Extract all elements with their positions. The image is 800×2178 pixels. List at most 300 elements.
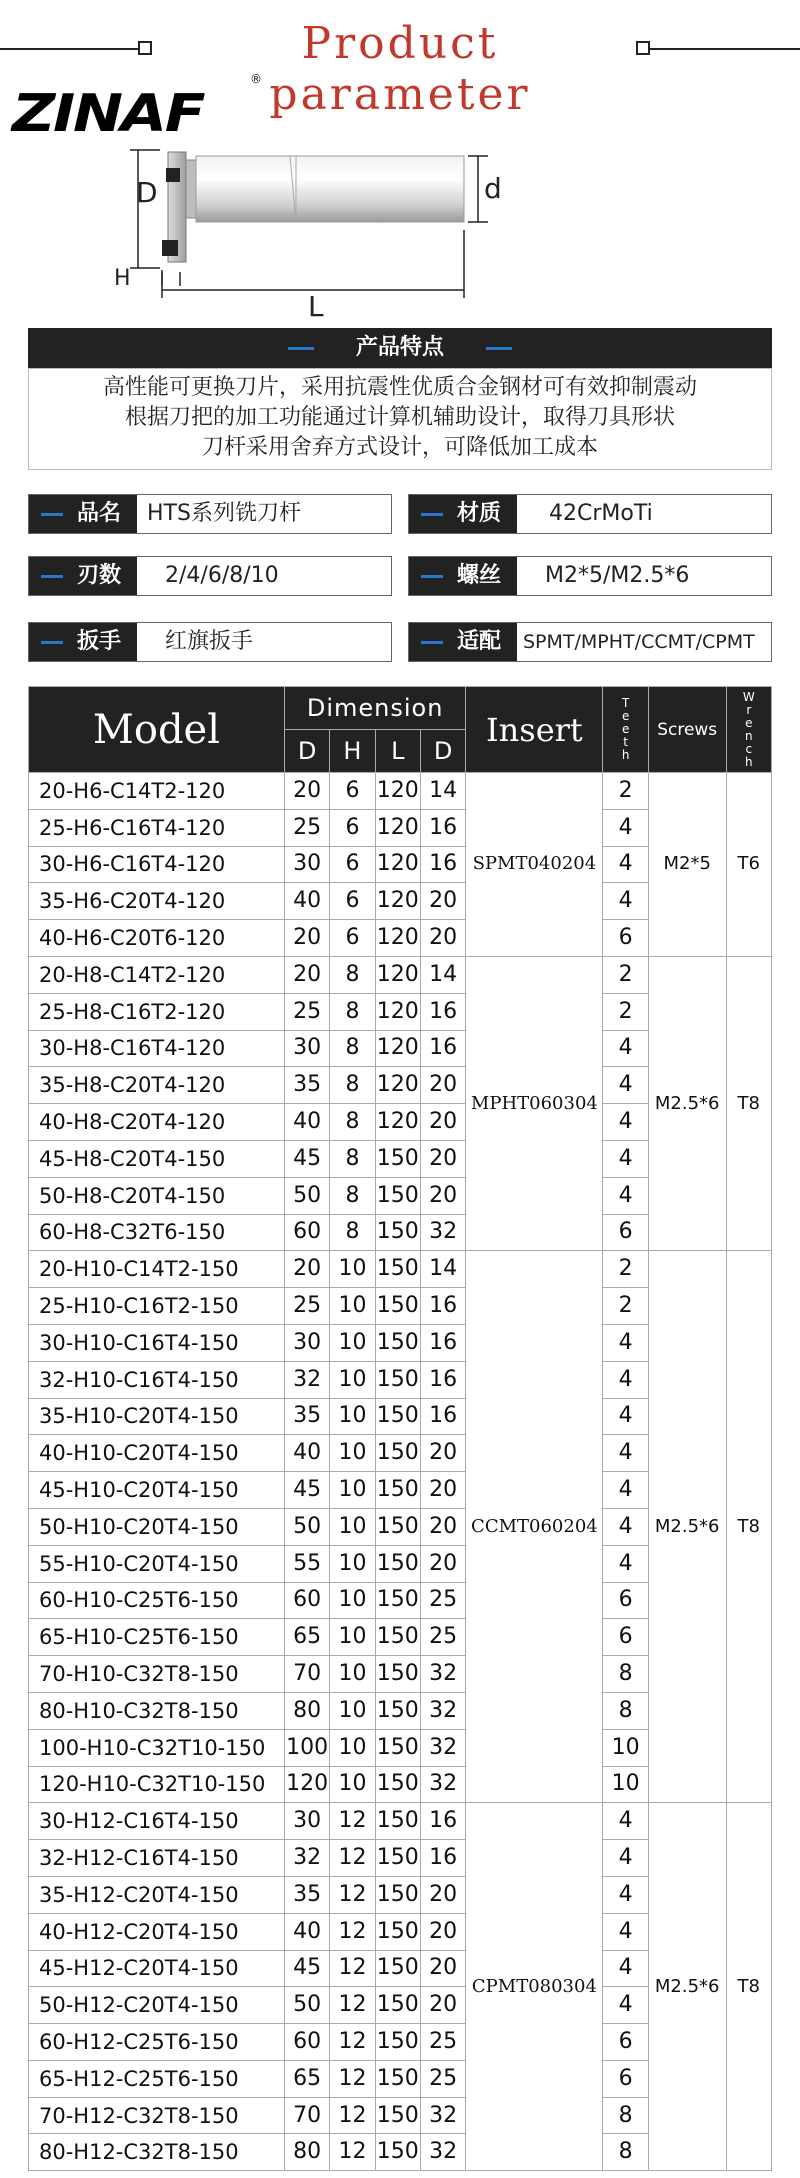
teeth-cell: 4: [603, 1104, 648, 1141]
dim-L-cell: 150: [375, 1656, 420, 1693]
dim-d-cell: 20: [420, 883, 465, 920]
dim-L-cell: 150: [375, 1692, 420, 1729]
dim-L-cell: 150: [375, 1472, 420, 1509]
dim-D-cell: 40: [284, 883, 329, 920]
dim-H-cell: 10: [330, 1435, 375, 1472]
dim-H-cell: 8: [330, 1067, 375, 1104]
dim-D-cell: 45: [284, 1140, 329, 1177]
spec-material: [408, 494, 772, 534]
teeth-cell: 2: [603, 1251, 648, 1288]
spec-value: M2*5/M2.5*6: [545, 563, 690, 588]
dim-L-cell: 150: [375, 1214, 420, 1251]
dim-d-cell: 20: [420, 1177, 465, 1214]
table-row: [29, 1803, 772, 1840]
dim-H-cell: 10: [330, 1582, 375, 1619]
dim-H-cell: 12: [330, 1803, 375, 1840]
dim-H-cell: 8: [330, 1177, 375, 1214]
col-header-wrench: [726, 687, 771, 773]
dim-H-cell: 12: [330, 1950, 375, 1987]
dim-H-cell: 6: [330, 920, 375, 957]
teeth-cell: 4: [603, 1913, 648, 1950]
spec-screw: [408, 556, 772, 596]
dim-L-cell: 120: [375, 1067, 420, 1104]
model-cell: 80-H10-C32T8-150: [29, 1692, 285, 1729]
dim-d-cell: 20: [420, 920, 465, 957]
registered-mark: ®: [250, 72, 262, 86]
model-cell: 60-H12-C25T6-150: [29, 2024, 285, 2061]
table-row: [29, 1251, 772, 1288]
teeth-cell: 4: [603, 1324, 648, 1361]
wrench-cell: T8: [726, 956, 771, 1250]
feature-line: 根据刀把的加工功能通过计算机辅助设计，取得刀具形状: [124, 405, 675, 430]
teeth-cell: 4: [603, 1472, 648, 1509]
dim-H-cell: 10: [330, 1545, 375, 1582]
teeth-cell: 4: [603, 809, 648, 846]
dim-D-cell: 20: [284, 1251, 329, 1288]
model-cell: 25-H8-C16T2-120: [29, 993, 285, 1030]
dim-label-H: H: [114, 266, 131, 291]
model-cell: 60-H8-C32T6-150: [29, 1214, 285, 1251]
dim-L-cell: 150: [375, 1803, 420, 1840]
spec-dash: [421, 513, 443, 516]
dim-d-cell: 25: [420, 1582, 465, 1619]
dim-D-cell: 65: [284, 1619, 329, 1656]
dim-H-cell: 6: [330, 773, 375, 810]
wrench-cell: T6: [726, 773, 771, 957]
spec-compatible: [408, 622, 772, 662]
col-header-D: D: [284, 730, 329, 773]
dim-d-cell: 20: [420, 1140, 465, 1177]
dim-L-cell: 120: [375, 1104, 420, 1141]
model-cell: 40-H12-C20T4-150: [29, 1913, 285, 1950]
dim-L-cell: 150: [375, 1766, 420, 1803]
dim-L-cell: 120: [375, 956, 420, 993]
dim-L-cell: 150: [375, 1361, 420, 1398]
dim-L-cell: 150: [375, 2060, 420, 2097]
model-cell: 20-H10-C14T2-150: [29, 1251, 285, 1288]
model-cell: 30-H12-C16T4-150: [29, 1803, 285, 1840]
dim-d-cell: 16: [420, 993, 465, 1030]
vertical-header-text: Teeth: [621, 696, 630, 762]
feature-line: 刀杆采用舍弃方式设计，可降低加工成本: [201, 435, 598, 460]
shank: [196, 156, 464, 222]
dim-H-cell: 10: [330, 1766, 375, 1803]
spec-key: 材质: [457, 501, 502, 526]
model-cell: 45-H12-C20T4-150: [29, 1950, 285, 1987]
dim-H-cell: 12: [330, 1876, 375, 1913]
header-square-left: [138, 41, 152, 55]
model-cell: 100-H10-C32T10-150: [29, 1729, 285, 1766]
features-dash-right: [486, 347, 512, 350]
dim-L-cell: 150: [375, 1913, 420, 1950]
teeth-cell: 4: [603, 1508, 648, 1545]
dim-H-cell: 10: [330, 1288, 375, 1325]
model-cell: 60-H10-C25T6-150: [29, 1582, 285, 1619]
teeth-cell: 10: [603, 1766, 648, 1803]
teeth-cell: 4: [603, 883, 648, 920]
teeth-cell: 4: [603, 1840, 648, 1877]
features-title: 产品特点: [355, 335, 444, 360]
dim-d-cell: 20: [420, 1508, 465, 1545]
model-cell: 80-H12-C32T8-150: [29, 2134, 285, 2171]
teeth-cell: 4: [603, 1030, 648, 1067]
insert-top: [166, 168, 180, 182]
spec-value: 2/4/6/8/10: [165, 563, 279, 588]
dim-L-cell: 150: [375, 1177, 420, 1214]
dim-L-cell: 150: [375, 1140, 420, 1177]
dim-d-cell: 14: [420, 773, 465, 810]
dim-L-cell: 150: [375, 1987, 420, 2024]
spec-key: 刃数: [77, 563, 122, 588]
screws-cell: M2.5*6: [648, 1251, 726, 1803]
dim-d-cell: 32: [420, 2134, 465, 2171]
dim-D-cell: 30: [284, 1324, 329, 1361]
dim-d-cell: 32: [420, 1766, 465, 1803]
dim-d-cell: 20: [420, 1067, 465, 1104]
dim-D-cell: 45: [284, 1472, 329, 1509]
dim-L-cell: 150: [375, 1619, 420, 1656]
spec-value: HTS系列铣刀杆: [147, 501, 301, 526]
dim-L-cell: 150: [375, 1950, 420, 1987]
dim-d-cell: 32: [420, 1729, 465, 1766]
col-header-model: Model: [29, 687, 285, 773]
dim-L-cell: 150: [375, 1435, 420, 1472]
model-cell: 35-H10-C20T4-150: [29, 1398, 285, 1435]
wrench-cell: T8: [726, 1251, 771, 1803]
dim-d-cell: 25: [420, 2024, 465, 2061]
teeth-cell: 8: [603, 2097, 648, 2134]
table-body: [29, 773, 772, 2171]
model-cell: 35-H6-C20T4-120: [29, 883, 285, 920]
teeth-cell: 10: [603, 1729, 648, 1766]
dim-label-D: D: [136, 176, 158, 209]
model-cell: 40-H6-C20T6-120: [29, 920, 285, 957]
teeth-cell: 4: [603, 1545, 648, 1582]
dim-L-cell: 150: [375, 2134, 420, 2171]
dim-label-d: d: [484, 172, 502, 205]
spec-wrench: [28, 622, 392, 662]
dim-L-cell: 120: [375, 809, 420, 846]
model-cell: 65-H10-C25T6-150: [29, 1619, 285, 1656]
dim-H-cell: 8: [330, 1030, 375, 1067]
dim-H-cell: 10: [330, 1656, 375, 1693]
teeth-cell: 6: [603, 1214, 648, 1251]
dim-L-cell: 120: [375, 846, 420, 883]
spec-dash: [421, 641, 443, 644]
dim-D-cell: 40: [284, 1104, 329, 1141]
teeth-cell: 2: [603, 956, 648, 993]
col-header-d: D: [420, 730, 465, 773]
model-cell: 20-H8-C14T2-120: [29, 956, 285, 993]
dim-L-cell: 150: [375, 1324, 420, 1361]
dim-d-cell: 20: [420, 1545, 465, 1582]
model-cell: 50-H12-C20T4-150: [29, 1987, 285, 2024]
col-header-teeth: [603, 687, 648, 773]
dim-L-cell: 120: [375, 920, 420, 957]
dim-D-cell: 35: [284, 1067, 329, 1104]
dim-d-cell: 14: [420, 956, 465, 993]
dim-D-cell: 55: [284, 1545, 329, 1582]
dim-D-cell: 70: [284, 2097, 329, 2134]
teeth-cell: 4: [603, 1067, 648, 1104]
model-cell: 50-H8-C20T4-150: [29, 1177, 285, 1214]
dim-H-cell: 10: [330, 1692, 375, 1729]
teeth-cell: 4: [603, 1398, 648, 1435]
dim-d-cell: 16: [420, 1030, 465, 1067]
dim-H-cell: 8: [330, 1214, 375, 1251]
model-cell: 30-H10-C16T4-150: [29, 1324, 285, 1361]
model-cell: 25-H10-C16T2-150: [29, 1288, 285, 1325]
teeth-cell: 4: [603, 1435, 648, 1472]
dim-D-cell: 30: [284, 846, 329, 883]
dim-H-cell: 12: [330, 2134, 375, 2171]
spec-key: 扳手: [77, 629, 122, 654]
dim-H-cell: 12: [330, 2060, 375, 2097]
header-rule-right: [650, 48, 800, 50]
dim-D-cell: 40: [284, 1913, 329, 1950]
col-header-L: L: [375, 730, 420, 773]
spec-value: 42CrMoTi: [549, 501, 653, 526]
model-cell: 30-H6-C16T4-120: [29, 846, 285, 883]
dim-H-cell: 12: [330, 2024, 375, 2061]
dim-H-cell: 12: [330, 1987, 375, 2024]
screws-cell: M2.5*6: [648, 956, 726, 1250]
model-cell: 45-H8-C20T4-150: [29, 1140, 285, 1177]
spec-value: SPMT/MPHT/CCMT/CPMT: [523, 631, 755, 653]
model-cell: 30-H8-C16T4-120: [29, 1030, 285, 1067]
dim-d-cell: 20: [420, 1435, 465, 1472]
dim-d-cell: 16: [420, 1398, 465, 1435]
spec-dash: [41, 641, 63, 644]
dim-D-cell: 80: [284, 2134, 329, 2171]
dim-H-cell: 6: [330, 883, 375, 920]
dim-H-cell: 8: [330, 956, 375, 993]
neck: [186, 160, 196, 218]
col-header-dimension: Dimension: [284, 687, 465, 730]
col-header-H: H: [330, 730, 375, 773]
dim-H-cell: 10: [330, 1472, 375, 1509]
dim-L-cell: 150: [375, 1398, 420, 1435]
dim-D-cell: 45: [284, 1950, 329, 1987]
dim-d-cell: 16: [420, 1361, 465, 1398]
dim-d-cell: 16: [420, 846, 465, 883]
insert-cell: CCMT060204: [466, 1251, 603, 1803]
tool-drawing-svg: [120, 140, 680, 320]
teeth-cell: 4: [603, 1950, 648, 1987]
spec-edge-count: [28, 556, 392, 596]
spec-key: 品名: [77, 501, 122, 526]
dim-D-cell: 65: [284, 2060, 329, 2097]
table-row: [29, 956, 772, 993]
teeth-cell: 4: [603, 1177, 648, 1214]
dim-D-cell: 35: [284, 1876, 329, 1913]
dim-L-cell: 120: [375, 1030, 420, 1067]
model-cell: 120-H10-C32T10-150: [29, 1766, 285, 1803]
model-cell: 32-H12-C16T4-150: [29, 1840, 285, 1877]
dim-D-cell: 35: [284, 1398, 329, 1435]
header-square-right: [636, 41, 650, 55]
teeth-cell: 4: [603, 1987, 648, 2024]
dim-D-cell: 25: [284, 993, 329, 1030]
teeth-cell: 8: [603, 1656, 648, 1693]
dim-D-cell: 80: [284, 1692, 329, 1729]
dim-D-cell: 30: [284, 1803, 329, 1840]
dim-L-cell: 120: [375, 993, 420, 1030]
dim-H-cell: 6: [330, 809, 375, 846]
model-cell: 50-H10-C20T4-150: [29, 1508, 285, 1545]
screws-cell: M2*5: [648, 773, 726, 957]
dim-D-cell: 40: [284, 1435, 329, 1472]
header-rule-left: [0, 48, 138, 50]
dim-H-cell: 8: [330, 1104, 375, 1141]
teeth-cell: 8: [603, 2134, 648, 2171]
model-cell: 40-H8-C20T4-120: [29, 1104, 285, 1141]
dim-L-cell: 150: [375, 1840, 420, 1877]
model-cell: 55-H10-C20T4-150: [29, 1545, 285, 1582]
features-header: [28, 328, 772, 368]
brand-logo: ZINAF: [12, 84, 204, 144]
col-header-insert: Insert: [466, 687, 603, 773]
dim-L-cell: 120: [375, 883, 420, 920]
teeth-cell: 4: [603, 1361, 648, 1398]
model-cell: 32-H10-C16T4-150: [29, 1361, 285, 1398]
dim-L-cell: 150: [375, 1729, 420, 1766]
spec-dash: [421, 575, 443, 578]
dim-L-cell: 150: [375, 1508, 420, 1545]
dim-D-cell: 100: [284, 1729, 329, 1766]
spec-product-name: [28, 494, 392, 534]
model-cell: 20-H6-C14T2-120: [29, 773, 285, 810]
dim-D-cell: 20: [284, 920, 329, 957]
teeth-cell: 6: [603, 920, 648, 957]
insert-cell: MPHT060304: [466, 956, 603, 1250]
dim-label-L: L: [308, 290, 324, 323]
teeth-cell: 4: [603, 846, 648, 883]
page-title: Product parameter: [269, 18, 531, 120]
dim-H-cell: 10: [330, 1619, 375, 1656]
dim-H-cell: 10: [330, 1251, 375, 1288]
dim-D-cell: 120: [284, 1766, 329, 1803]
dim-d-cell: 32: [420, 1692, 465, 1729]
dim-d-cell: 16: [420, 1324, 465, 1361]
dim-L-cell: 150: [375, 1251, 420, 1288]
dim-D-cell: 30: [284, 1030, 329, 1067]
teeth-cell: 2: [603, 773, 648, 810]
insert-cell: SPMT040204: [466, 773, 603, 957]
features-body: [28, 368, 772, 470]
dim-d-cell: 16: [420, 809, 465, 846]
dim-H-cell: 10: [330, 1361, 375, 1398]
dim-D-cell: 50: [284, 1508, 329, 1545]
model-cell: 40-H10-C20T4-150: [29, 1435, 285, 1472]
dim-H-cell: 10: [330, 1508, 375, 1545]
model-cell: 70-H10-C32T8-150: [29, 1656, 285, 1693]
parameter-table: [28, 686, 772, 2171]
dim-D-cell: 50: [284, 1177, 329, 1214]
dim-D-cell: 20: [284, 956, 329, 993]
dim-D-cell: 20: [284, 773, 329, 810]
dim-d-cell: 20: [420, 1913, 465, 1950]
dim-L-cell: 150: [375, 1582, 420, 1619]
dim-d-cell: 14: [420, 1251, 465, 1288]
teeth-cell: 4: [603, 1876, 648, 1913]
dim-H-cell: 8: [330, 993, 375, 1030]
dim-D-cell: 60: [284, 1582, 329, 1619]
dim-d-cell: 20: [420, 1472, 465, 1509]
dim-D-cell: 50: [284, 1987, 329, 2024]
model-cell: 70-H12-C32T8-150: [29, 2097, 285, 2134]
spec-key: 适配: [457, 629, 502, 654]
dim-H-cell: 8: [330, 1140, 375, 1177]
dim-D-cell: 32: [284, 1840, 329, 1877]
dim-d-cell: 20: [420, 1104, 465, 1141]
spec-dash: [41, 513, 63, 516]
vertical-header-text: Wrench: [742, 689, 755, 769]
spec-dash: [41, 575, 63, 578]
teeth-cell: 4: [603, 1140, 648, 1177]
tool-drawing: [114, 140, 680, 323]
model-cell: 45-H10-C20T4-150: [29, 1472, 285, 1509]
screws-cell: M2.5*6: [648, 1803, 726, 2171]
teeth-cell: 2: [603, 1288, 648, 1325]
dim-H-cell: 10: [330, 1324, 375, 1361]
dim-H-cell: 12: [330, 2097, 375, 2134]
dim-d-cell: 32: [420, 1656, 465, 1693]
col-header-screws: Screws: [648, 687, 726, 773]
dim-d-cell: 32: [420, 1214, 465, 1251]
teeth-cell: 6: [603, 1582, 648, 1619]
dim-L-cell: 150: [375, 1288, 420, 1325]
model-cell: 65-H12-C25T6-150: [29, 2060, 285, 2097]
dim-H-cell: 10: [330, 1398, 375, 1435]
insert-cell: CPMT080304: [466, 1803, 603, 2171]
dim-d-cell: 20: [420, 1876, 465, 1913]
teeth-cell: 4: [603, 1803, 648, 1840]
dim-D-cell: 60: [284, 2024, 329, 2061]
dim-H-cell: 6: [330, 846, 375, 883]
dim-D-cell: 25: [284, 1288, 329, 1325]
feature-line: 高性能可更换刀片，采用抗震性优质合金钢材可有效抑制震动: [102, 375, 697, 400]
dim-D-cell: 25: [284, 809, 329, 846]
dim-D-cell: 60: [284, 1214, 329, 1251]
spec-key: 螺丝: [457, 563, 502, 588]
dim-L-cell: 120: [375, 773, 420, 810]
dim-L-cell: 150: [375, 2097, 420, 2134]
dim-d-cell: 16: [420, 1840, 465, 1877]
dim-d-cell: 25: [420, 2060, 465, 2097]
dim-d-cell: 25: [420, 1619, 465, 1656]
dim-D-cell: 32: [284, 1361, 329, 1398]
dim-d-cell: 16: [420, 1288, 465, 1325]
dim-d-cell: 32: [420, 2097, 465, 2134]
insert-bottom: [162, 240, 178, 256]
dim-H-cell: 12: [330, 1913, 375, 1950]
spec-value: 红旗扳手: [165, 629, 254, 654]
teeth-cell: 6: [603, 2024, 648, 2061]
teeth-cell: 2: [603, 993, 648, 1030]
teeth-cell: 8: [603, 1692, 648, 1729]
dim-L-cell: 150: [375, 1545, 420, 1582]
dim-L-cell: 150: [375, 2024, 420, 2061]
dim-d-cell: 20: [420, 1950, 465, 1987]
teeth-cell: 6: [603, 2060, 648, 2097]
dim-D-cell: 70: [284, 1656, 329, 1693]
table-row: [29, 773, 772, 810]
model-cell: 25-H6-C16T4-120: [29, 809, 285, 846]
dim-L-cell: 150: [375, 1876, 420, 1913]
model-cell: 35-H12-C20T4-150: [29, 1876, 285, 1913]
teeth-cell: 6: [603, 1619, 648, 1656]
